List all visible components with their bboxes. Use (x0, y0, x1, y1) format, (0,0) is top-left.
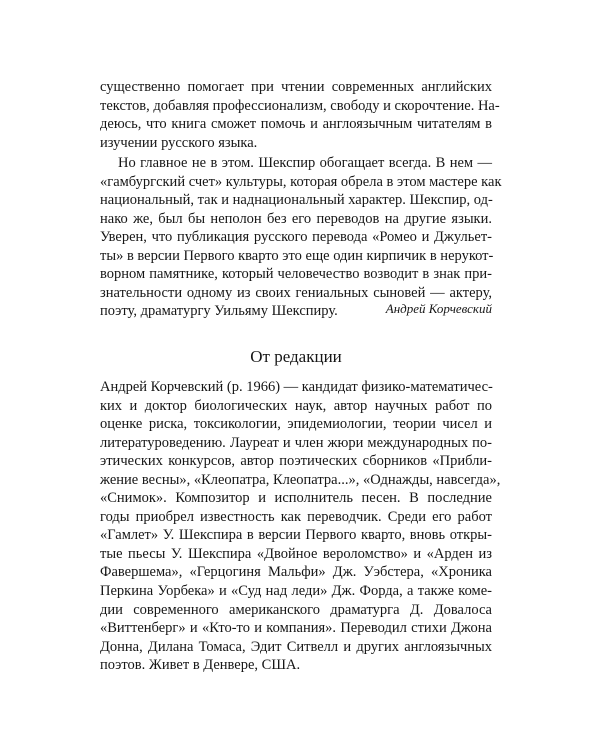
text-line: Но главное не в этом. Шекспир обогащает всегда. В нем — (118, 155, 492, 171)
text-line: существенно помогает при чтении современных английских (100, 79, 492, 95)
text-line: оценке риска, токсикологии, эпидемиологии, теории чисел и (100, 416, 492, 433)
text-line: ких и доктор биологических наук, автор научных работ по (100, 397, 492, 414)
text-line: литературоведению. Лауреат и член жюри международных по- (100, 434, 492, 451)
paragraph-main-point (100, 154, 502, 321)
text-line: «Снимок». Композитор и исполнитель песен. В последние (100, 490, 492, 507)
text-line: национальный, так и наднациональный характер. Шекспир, од- (100, 192, 493, 209)
paragraph-continued (100, 78, 500, 152)
author-signature: Андрей Корчевский (385, 301, 492, 316)
text-line: тые пьесы У. Шекспира «Двойное вероломство» и «Арден из (100, 545, 492, 562)
text-line: знательности одному из своих гениальных сыновей — актеру, (100, 284, 492, 301)
text-line: ворном памятнике, который человечество возводит в знак при- (100, 266, 492, 283)
section-heading: От редакции (250, 347, 342, 366)
text-line: «гамбургский счет» культуры, которая обрела в этом мастере как (100, 173, 502, 190)
text-line: изучении русского языка. (100, 134, 258, 151)
text-line: Андрей Корчевский (р. 1966) — кандидат физико-математичес- (100, 379, 493, 395)
text-line: «Гамлет» У. Шекспира в версии Первого кварто, вновь откры- (100, 527, 492, 544)
text-line: Донна, Дилана Томаса, Эдит Ситвелл и других англоязычных (100, 638, 492, 655)
text-line: жение весны», «Клеопатра, Клеопатра...», «Однажды, навсегда», (100, 471, 501, 488)
text-line: годы приобрел известность как переводчик. Среди его работ (100, 508, 492, 525)
text-line: поэтов. Живет в Денвере, США. (100, 657, 301, 674)
text-line: Перкина Уорбека» и «Суд над леди» Дж. Форда, а также коме- (100, 583, 492, 600)
text-line: Фавершема», «Герцогиня Мальфи» Дж. Уэбстера, «Хроника (100, 564, 492, 581)
text-line: ты» в версии Первого кварто это еще один кирпичик в нерукот- (100, 247, 494, 264)
text-line: Уверен, что публикация русского перевода «Ромео и Джульет- (100, 229, 492, 246)
text-line: «Виттенберг» и «Кто-то и компания». Переводил стихи Джона (100, 620, 492, 637)
text-line: деюсь, что книга сможет помочь и англоязычным читателям в (100, 116, 492, 133)
text-line: дии современного американского драматурга Д. Довалоса (100, 601, 492, 618)
text-line: поэту, драматургу Уильяму Шекспиру. (100, 303, 338, 320)
author-biography (100, 378, 501, 675)
text-line: этических конкурсов, автор поэтических сборников «Прибли- (100, 453, 492, 470)
text-line: текстов, добавляя профессионализм, свободу и скорочтение. На- (100, 97, 500, 114)
text-line: нако же, был бы неполон без его переводов на другие языки. (100, 210, 492, 227)
